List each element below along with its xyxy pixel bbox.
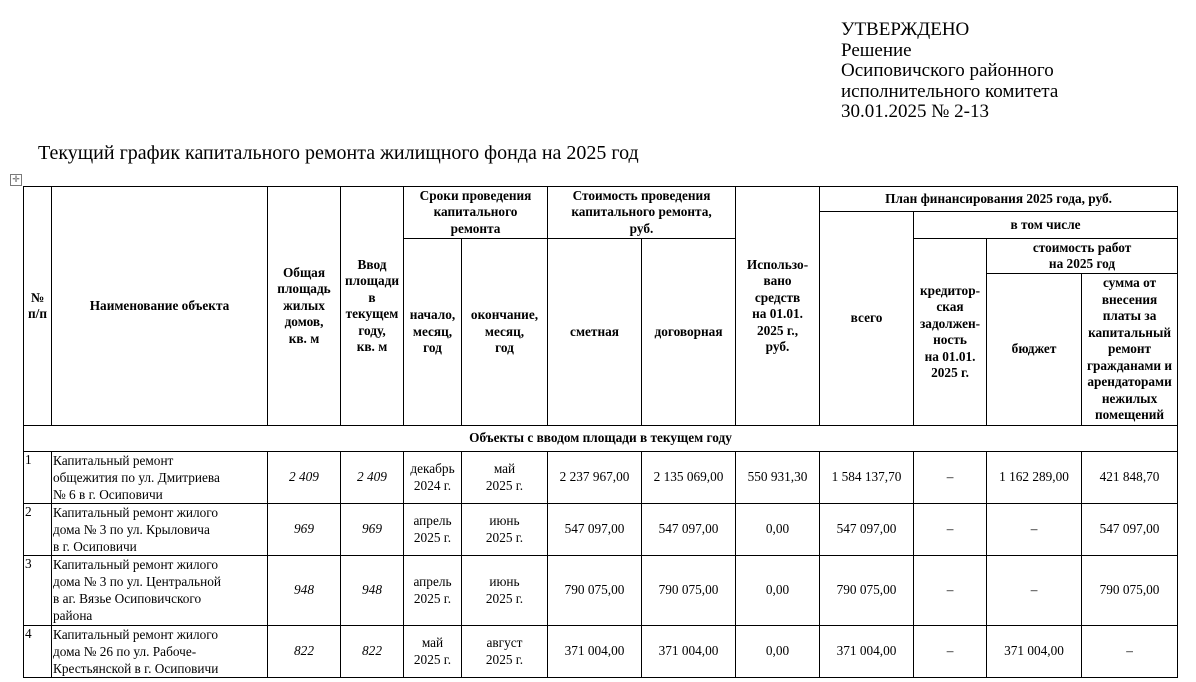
cell-creditor-debt: – bbox=[914, 626, 987, 678]
cell-used-funds: 0,00 bbox=[736, 504, 820, 556]
approval-line-decision: Решение bbox=[841, 39, 912, 61]
header-start: начало, месяц, год bbox=[404, 239, 462, 426]
document-title: Текущий график капитального ремонта жилищного фонда на 2025 год bbox=[38, 142, 639, 164]
header-repair-cost: Стоимость проведения капитального ремонта, руб. bbox=[548, 187, 736, 239]
header-used-funds: Использо- вано средств на 01.01. 2025 г., руб. bbox=[736, 187, 820, 426]
header-payments: сумма от внесения платы за капитальный ремонт гражданами и арендаторами нежилых помещений bbox=[1082, 274, 1178, 426]
cell-budget: – bbox=[987, 504, 1082, 556]
cell-number: 2 bbox=[24, 504, 52, 556]
header-financing-plan: План финансирования 2025 года, руб. bbox=[820, 187, 1178, 212]
header-budget: бюджет bbox=[987, 274, 1082, 426]
cell-area-input: 2 409 bbox=[341, 452, 404, 504]
cell-payments: 547 097,00 bbox=[1082, 504, 1178, 556]
cell-object-name: Капитальный ремонт общежития по ул. Дмитриева № 6 в г. Осиповичи bbox=[52, 452, 268, 504]
header-work-cost: стоимость работ на 2025 год bbox=[987, 239, 1178, 274]
cell-end: август 2025 г. bbox=[462, 626, 548, 678]
table-row bbox=[24, 504, 1178, 556]
approval-line-executive: исполнительного комитета bbox=[841, 80, 1059, 102]
cell-creditor-debt: – bbox=[914, 452, 987, 504]
cell-contract-cost: 371 004,00 bbox=[642, 626, 736, 678]
cell-start: апрель 2025 г. bbox=[404, 504, 462, 556]
cell-end: май 2025 г. bbox=[462, 452, 548, 504]
cell-area-input: 969 bbox=[341, 504, 404, 556]
table-row bbox=[24, 626, 1178, 678]
cell-start: декабрь 2024 г. bbox=[404, 452, 462, 504]
header-creditor-debt: кредитор- ская задолжен- ность на 01.01. 2025 г. bbox=[914, 239, 987, 426]
cell-used-funds: 550 931,30 bbox=[736, 452, 820, 504]
table-row bbox=[24, 452, 1178, 504]
cell-total: 1 584 137,70 bbox=[820, 452, 914, 504]
cell-total-area: 822 bbox=[268, 626, 341, 678]
header-estimate-cost: сметная bbox=[548, 239, 642, 426]
cell-budget: – bbox=[987, 556, 1082, 626]
cell-number: 1 bbox=[24, 452, 52, 504]
cell-object-name: Капитальный ремонт жилого дома № 3 по ул. Центральной в аг. Вязье Осиповичского района bbox=[52, 556, 268, 626]
cell-used-funds: 0,00 bbox=[736, 556, 820, 626]
cell-contract-cost: 2 135 069,00 bbox=[642, 452, 736, 504]
cell-total-area: 2 409 bbox=[268, 452, 341, 504]
cell-end: июнь 2025 г. bbox=[462, 504, 548, 556]
cell-object-name: Капитальный ремонт жилого дома № 26 по ул. Рабоче- Крестьянской в г. Осиповичи bbox=[52, 626, 268, 678]
cell-area-input: 822 bbox=[341, 626, 404, 678]
cell-budget: 1 162 289,00 bbox=[987, 452, 1082, 504]
header-end: окончание, месяц, год bbox=[462, 239, 548, 426]
cell-estimate-cost: 547 097,00 bbox=[548, 504, 642, 556]
cell-start: апрель 2025 г. bbox=[404, 556, 462, 626]
cell-end: июнь 2025 г. bbox=[462, 556, 548, 626]
cell-estimate-cost: 790 075,00 bbox=[548, 556, 642, 626]
cell-start: май 2025 г. bbox=[404, 626, 462, 678]
cell-number: 3 bbox=[24, 556, 52, 626]
cell-contract-cost: 790 075,00 bbox=[642, 556, 736, 626]
cell-estimate-cost: 371 004,00 bbox=[548, 626, 642, 678]
header-number: № п/п bbox=[24, 187, 52, 426]
cell-total: 371 004,00 bbox=[820, 626, 914, 678]
approval-line-date-number: 30.01.2025 № 2-13 bbox=[841, 101, 989, 122]
header-object-name: Наименование объекта bbox=[52, 187, 268, 426]
table-move-handle-icon[interactable]: ✛ bbox=[10, 174, 22, 186]
cell-total-area: 969 bbox=[268, 504, 341, 556]
cell-budget: 371 004,00 bbox=[987, 626, 1082, 678]
cell-payments: 790 075,00 bbox=[1082, 556, 1178, 626]
cell-contract-cost: 547 097,00 bbox=[642, 504, 736, 556]
header-repair-terms: Сроки проведения капитального ремонта bbox=[404, 187, 548, 239]
cell-creditor-debt: – bbox=[914, 504, 987, 556]
header-contract-cost: договорная bbox=[642, 239, 736, 426]
cell-number: 4 bbox=[24, 626, 52, 678]
cell-total-area: 948 bbox=[268, 556, 341, 626]
cell-total: 790 075,00 bbox=[820, 556, 914, 626]
header-including: в том числе bbox=[914, 212, 1178, 239]
header-total-area: Общая площадь жилых домов, кв. м bbox=[268, 187, 341, 426]
cell-estimate-cost: 2 237 967,00 bbox=[548, 452, 642, 504]
approval-stamp bbox=[841, 20, 1058, 123]
cell-area-input: 948 bbox=[341, 556, 404, 626]
cell-payments: – bbox=[1082, 626, 1178, 678]
header-area-input: Ввод площади в текущем году, кв. м bbox=[341, 187, 404, 426]
section-header: Объекты с вводом площади в текущем году bbox=[24, 426, 1178, 452]
approval-line-committee: Осиповичского районного bbox=[841, 60, 1054, 81]
cell-payments: 421 848,70 bbox=[1082, 452, 1178, 504]
cell-used-funds: 0,00 bbox=[736, 626, 820, 678]
cell-creditor-debt: – bbox=[914, 556, 987, 626]
cell-total: 547 097,00 bbox=[820, 504, 914, 556]
table-row bbox=[24, 556, 1178, 626]
header-total: всего bbox=[820, 212, 914, 426]
cell-object-name: Капитальный ремонт жилого дома № 3 по ул. Крыловича в г. Осиповичи bbox=[52, 504, 268, 556]
repair-schedule-table bbox=[23, 186, 1178, 678]
approval-line-approved: УТВЕРЖДЕНО bbox=[841, 19, 970, 40]
